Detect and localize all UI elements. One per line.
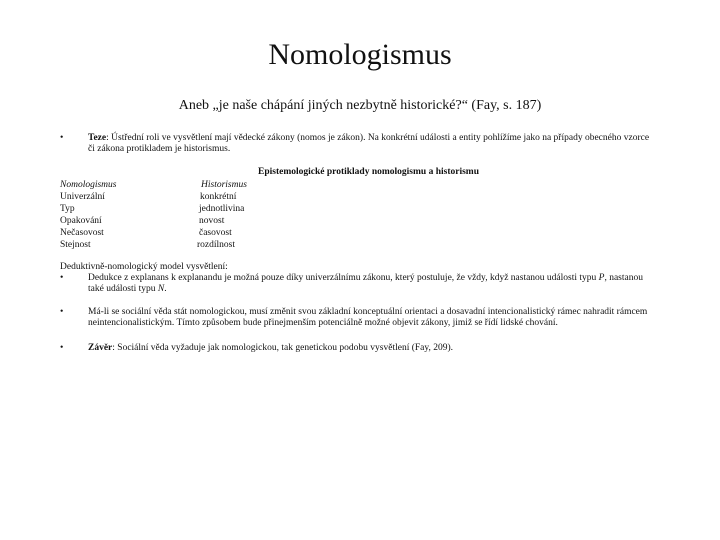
dn-item-middle: , nastanou také události typu	[88, 273, 643, 294]
bullet-icon: •	[60, 307, 64, 317]
bullet-icon: •	[60, 133, 64, 143]
zaver-body: : Sociální věda vyžaduje jak nomologickou, tak genetickou podobu vysvětlení (Fay, 209).	[112, 343, 454, 353]
table-cell-right: novost	[199, 216, 225, 226]
dn-item-var-n: N	[157, 284, 165, 294]
bullet-zaver-text	[88, 343, 650, 354]
bullet-socialni-text: Má-li se sociální věda stát nomologickou, musí změnit svou základní konceptuální orientaci a dosavadní intencionalistický rámec nahradit rámcem neintencionalistickým. Tímto způsobem bude přinejmenším potenciálně možné objevit zákony, jimiž se řídí lidské chování.	[88, 307, 648, 328]
dn-model-heading: Deduktivně-nomologický model vysvětlení:	[60, 262, 228, 272]
bullet-socialni-veda	[60, 307, 650, 329]
dn-item-suffix: .	[164, 284, 167, 294]
teze-label: Teze	[88, 133, 107, 143]
table-cell-right: jednotlivina	[199, 204, 245, 214]
table-title: Epistemologické protiklady nomologismu a historismu	[258, 167, 479, 177]
slide-subtitle: Aneb „je naše chápání jiných nezbytně historické?“ (Fay, s. 187)	[178, 98, 542, 113]
bullet-teze	[60, 133, 650, 155]
table-column-historismus	[196, 179, 247, 251]
table-column-nomologismus	[60, 179, 116, 251]
dn-model-item	[60, 273, 660, 295]
teze-body: : Ústřední roli ve vysvětlení mají vědecké zákony (nomos je zákon). Na konkrétní události a entity pohlížíme jako na případy obecného vzorce či zákona protikladem je historismus.	[88, 133, 650, 154]
zaver-label: Závěr	[88, 343, 113, 353]
dn-item-var-p: P	[598, 273, 605, 283]
slide-title: Nomologismus	[268, 38, 452, 71]
dn-model-item-text	[88, 273, 660, 295]
table-cell-left: Stejnost	[60, 240, 91, 250]
table-cell-left: Typ	[60, 204, 75, 214]
table-cell-right: konkrétní	[200, 192, 237, 202]
bullet-icon: •	[60, 343, 64, 353]
dn-item-prefix: Dedukce z explanans k explanandu je možná pouze díky univerzálnímu zákonu, který postuluje, že vždy, když nastanou události typu	[88, 273, 599, 283]
bullet-zaver	[60, 343, 650, 354]
table-header-left: Nomologismus	[60, 180, 117, 190]
table-cell-left: Univerzální	[60, 192, 105, 202]
bullet-teze-text	[88, 133, 650, 155]
table-cell-left: Nečasovost	[60, 228, 104, 238]
dn-model-block	[60, 262, 660, 295]
bullet-icon: •	[60, 273, 64, 283]
table-cell-right: rozdílnost	[197, 240, 235, 250]
table-cell-left: Opakování	[60, 216, 102, 226]
table-header-right: Historismus	[201, 180, 247, 190]
table-cell-right: časovost	[199, 228, 232, 238]
